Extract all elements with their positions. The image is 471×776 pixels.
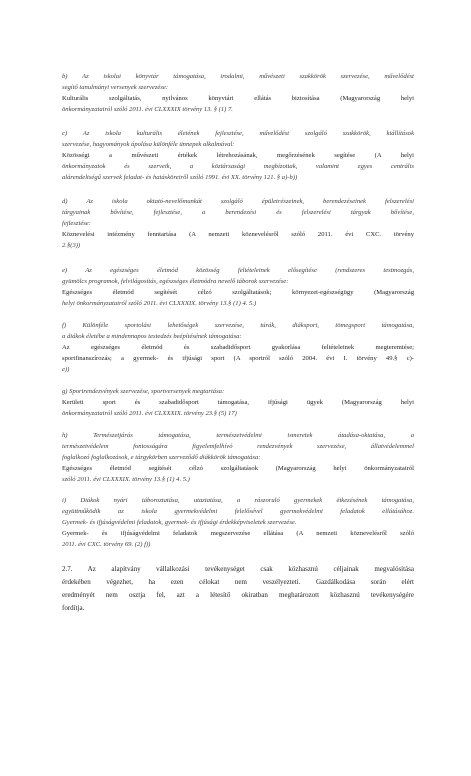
section-i <box>62 495 414 550</box>
section-c <box>62 128 414 183</box>
section-b-line-2: segítő tanulmányi versenyek szervezése: <box>62 84 169 91</box>
section-d-line-3: fejlesztése: <box>62 220 91 227</box>
section-h-line-3: foglalkozó foglalkozások, e tárgykörben szerveződő diákkörök támogatása: <box>62 454 261 461</box>
section-c-line-1: c) Az iskola kulturális életének fejlesztése, művelődést szolgáló szakkörök, kiállítások <box>62 130 414 137</box>
section-f-line-1: f) Különféle sportolási lehetőségek szervezése, túrák, diáksport, tömegsport támogatása, <box>62 322 414 329</box>
section-b-line-4: önkormányzatairól szóló 2011. évi CLXXXIX törvény 13. § (1) 7. <box>62 106 233 113</box>
section-i-line-5: 2011. évi CXC. törvény 69. (2) f)) <box>62 541 151 548</box>
section-e-line-3: Egészséges életmód segítését célzó szolgáltatások; környezet-egészségügy (Magyarország <box>62 289 414 296</box>
paragraph-line-3: eredményét nem osztja fel, azt a létesítő okiratban meghatározott közhasznú tevékenységére <box>62 591 414 599</box>
paragraph-line-1: 2.7. Az alapítvány vállalkozási tevékenységet csak közhasznú céljainak megvalósítása <box>62 565 414 573</box>
paragraph-line-4: fordítja. <box>62 604 85 612</box>
section-f-line-4: sportfinanszírozás; a gyermek- és ifjúsági sport (A sportról szóló 2004. évi I. törvény 49.§ c)- <box>62 355 414 362</box>
section-d-line-5: 2.§(3)) <box>62 242 81 249</box>
section-d-line-4: Köznevelési intézmény fenntartása (A nemzeti köznevelésről szóló 2011. évi CXC. törvény <box>62 231 414 238</box>
section-h-line-2: természetvédelem fontosságára figyelemfelhívó rendezvények szervezése, állatvédelemmel <box>62 443 414 450</box>
section-2-7-paragraph <box>62 563 414 615</box>
section-e-line-1: e) Az egészséges életmód közösség feltételeinek elősegítése (rendszeres testmozgás, <box>62 267 414 274</box>
section-c-line-4: önkormányzatok és szerveik, a köztársasági megbízottak, valamint egyes centrális <box>62 163 414 170</box>
section-h-line-4: Egészséges életmód segítését célzó szolgáltatások (Magyarország helyi önkormányzatairól <box>62 465 414 472</box>
section-f <box>62 320 414 375</box>
section-d-line-2: tárgyainak bővítése, fejlesztése, a berendezési és felszerelési tárgyak bővítése, <box>62 209 414 216</box>
section-i-line-2: együttműködik az iskola gyermekvédelmi felelősével gyermekvédelmi feladatok ellátásához. <box>62 508 414 515</box>
section-g-line-1: g) Sportrendezvények szervezése, sportversenyek megtartása: <box>62 388 225 395</box>
section-g-line-3: önkormányzatairól szóló 2011. évi CLXXXIX. törvény 23.§ (5) 17) <box>62 410 237 417</box>
section-i-line-3: Gyermek- és ifjúságvédelmi feladatok, gyermek- és ifjúsági érdekképviseletek szervezése. <box>62 519 297 526</box>
section-i-line-1: i) Diákok nyári táboroztatása, utaztatása, a rászoruló gyermekek étkezésének támogatása, <box>62 497 414 504</box>
section-b-line-3: Kulturális szolgáltatás, nyilvános könyvtári ellátás biztosítása (Magyarország helyi <box>62 95 414 102</box>
section-e-line-2: gyümölcs programok, felvilágosítás, egészséges életmódra nevelő táborok szervezése: <box>62 278 289 285</box>
section-b <box>62 71 414 115</box>
section-f-line-5: e)) <box>62 366 70 373</box>
section-h-line-5: szóló 2011. évi CLXXXIX. törvény 13.§ (1) 4. 5.) <box>62 476 190 483</box>
section-g-line-2: Kerületi sport és szabadidősport támogatása, ifjúsági ügyek (Magyarország helyi <box>62 399 414 406</box>
section-c-line-3: Közösségi a művészeti értékek létrehozásának, megőrzésének segítése (A helyi <box>62 152 414 159</box>
section-h <box>62 430 414 485</box>
section-b-line-1: b) Az iskolai könyvtár támogatása, irodalmi, művészeti szakkörök szervezése, művelődést <box>62 73 414 80</box>
section-d-line-1: d) Az iskola oktató-nevelőmunkát szolgáló épületrészeinek, berendezéseinek felszerelési <box>62 198 414 205</box>
section-f-line-2: a diákok életébe a mindennapos testedzés beépítésének támogatása: <box>62 333 242 340</box>
section-c-line-2: szervezése, hagyományok ápolása különféle ünnepek alkalmával: <box>62 141 235 148</box>
section-f-line-3: Az egészséges életmód és szabadidősport gyakorlása feltételeinek megteremtése; <box>62 344 414 351</box>
section-e <box>62 265 414 309</box>
section-g <box>62 386 414 419</box>
section-h-line-1: h) Természetjárás támogatása, természetvédelmi ismeretek átadása-oktatása, a <box>62 432 414 439</box>
paragraph-line-2: érdekében végezhet, ha ezen célokat nem veszélyezteti. Gazdálkodása során elért <box>62 578 414 586</box>
section-d <box>62 196 414 251</box>
section-c-line-5: alárendeltségű szervek feladat- és hatásköreiről szóló 1991. évi XX. törvény 121. § a)-b)) <box>62 174 298 181</box>
section-i-line-4: Gyermek- és ifjúságvédelmi feladatok megszervezése ellátása (A nemzeti köznevelésről szóló <box>62 530 414 537</box>
section-e-line-4: helyi önkormányzatairól szóló 2011. évi CLXXXIX. törvény 13.§ (1) 4. 5.) <box>62 300 257 307</box>
